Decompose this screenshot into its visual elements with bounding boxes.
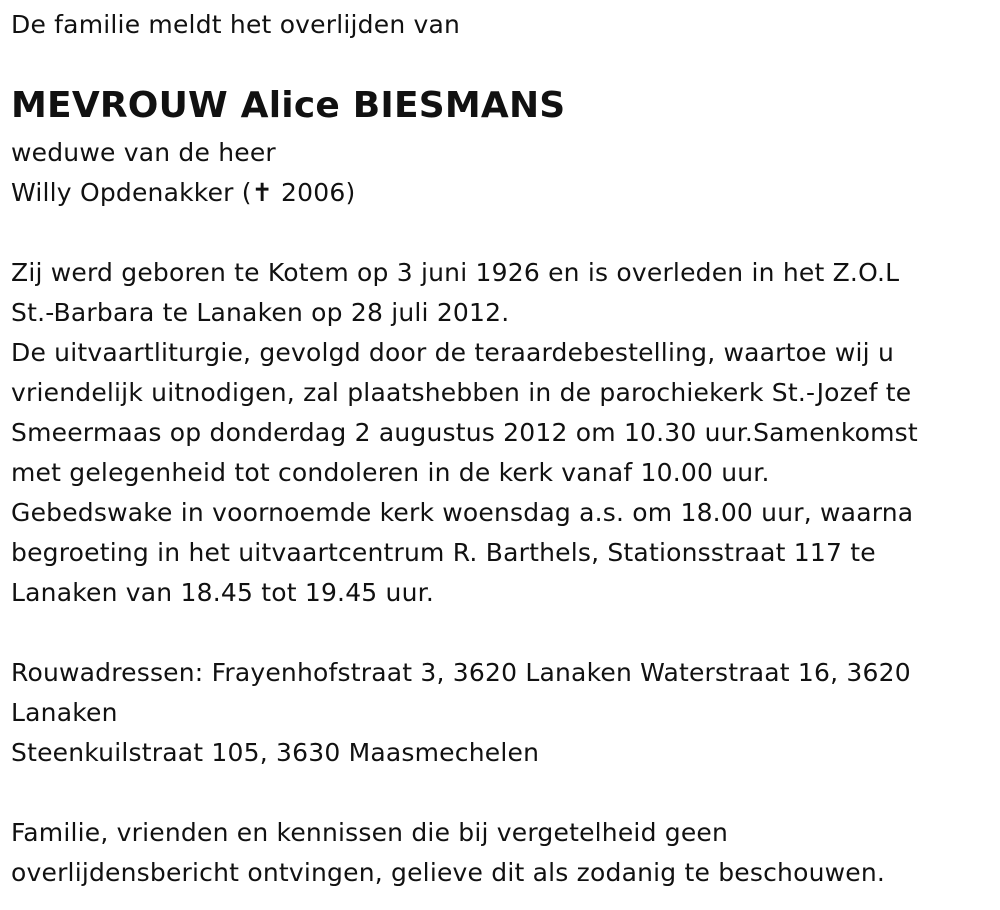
widow-line: weduwe van de heer [11, 138, 276, 167]
address-line-2: Lanaken [11, 698, 118, 727]
address-line-3: Steenkuilstraat 105, 3630 Maasmechelen [11, 738, 540, 767]
address-line-1: Rouwadressen: Frayenhofstraat 3, 3620 Lanaken Waterstraat 16, 3620 [11, 658, 911, 687]
ceremony-line-2: vriendelijk uitnodigen, zal plaatshebben in de parochiekerk St.-Jozef te [11, 378, 912, 407]
closing-line-2: overlijdensbericht ontvingen, gelieve dit als zodanig te beschouwen. [11, 858, 886, 887]
intro-line: De familie meldt het overlijden van [11, 10, 461, 39]
ceremony-line-7: Lanaken van 18.45 tot 19.45 uur. [11, 578, 434, 607]
birth-death-line-2: St.-Barbara te Lanaken op 28 juli 2012. [11, 298, 510, 327]
closing-line-1: Familie, vrienden en kennissen die bij vergetelheid geen [11, 818, 729, 847]
ceremony-line-5: Gebedswake in voornoemde kerk woensdag a.s. om 18.00 uur, waarna [11, 498, 914, 527]
ceremony-line-4: met gelegenheid tot condoleren in de kerk vanaf 10.00 uur. [11, 458, 770, 487]
ceremony-line-1: De uitvaartliturgie, gevolgd door de teraardebestelling, waartoe wij u [11, 338, 895, 367]
spouse-line: Willy Opdenakker (✝ 2006) [11, 178, 356, 207]
ceremony-line-6: begroeting in het uitvaartcentrum R. Barthels, Stationsstraat 117 te [11, 538, 876, 567]
deceased-name: MEVROUW Alice BIESMANS [11, 85, 566, 126]
birth-death-line-1: Zij werd geboren te Kotem op 3 juni 1926 en is overleden in het Z.O.L [11, 258, 900, 287]
ceremony-line-3: Smeermaas op donderdag 2 augustus 2012 om 10.30 uur.Samenkomst [11, 418, 918, 447]
